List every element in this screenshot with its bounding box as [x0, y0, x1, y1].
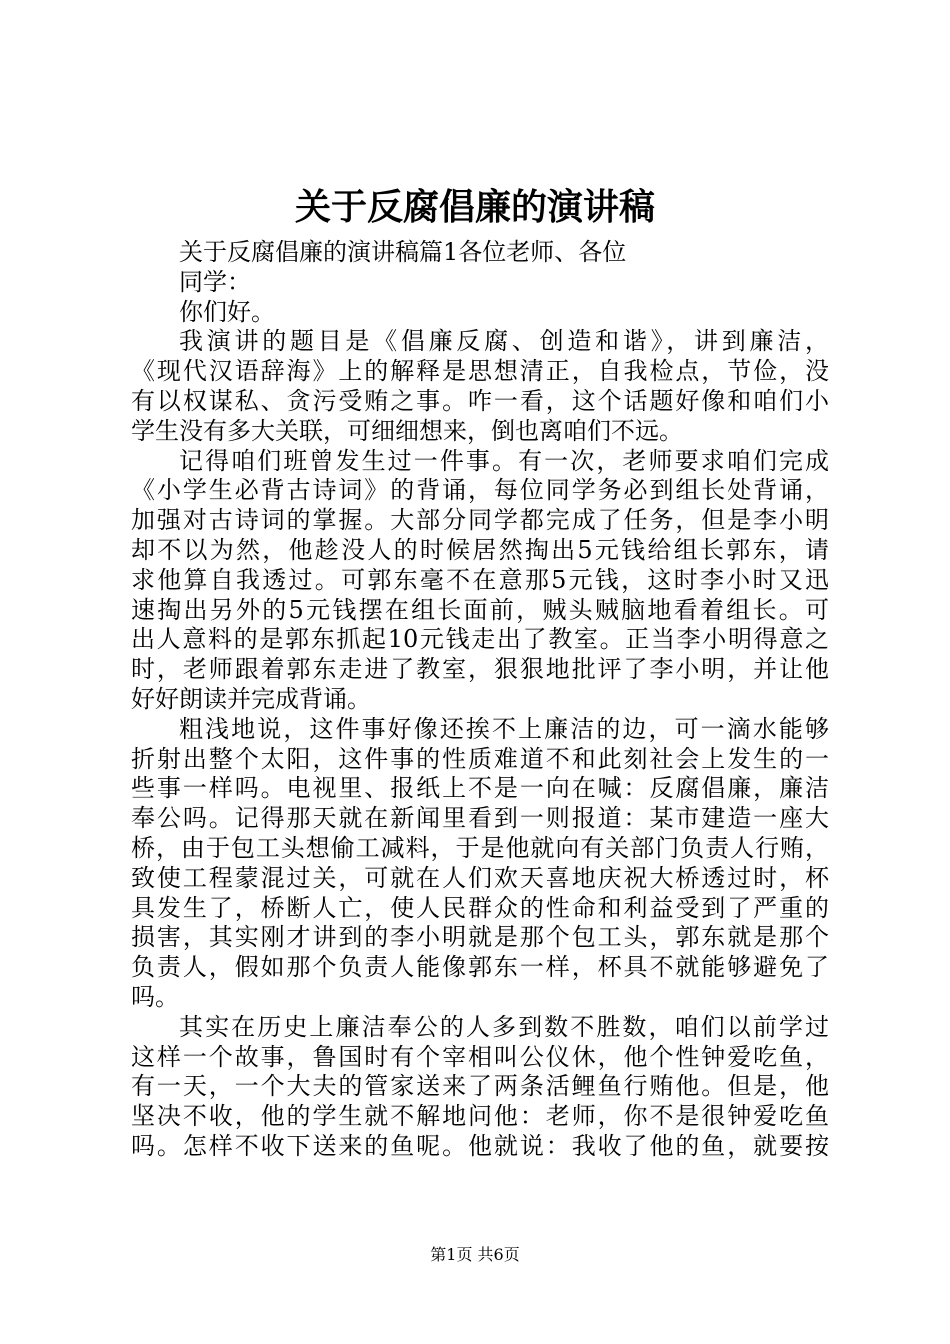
text-line: 求他算自我透过。可郭东毫不在意那5元钱，这时李小时又迅	[131, 565, 829, 594]
text-line: 关于反腐倡廉的演讲稿篇1各位老师、各位	[179, 238, 627, 266]
text-line: 负责人，假如那个负责人能像郭东一样，杯具不就能够避免了	[131, 953, 829, 982]
text-line: 这样一个故事，鲁国时有个宰相叫公仪休，他个性钟爱吃鱼，	[131, 1042, 829, 1071]
text-line: 吗。怎样不收下送来的鱼呢。他就说：我收了他的鱼，就要按	[131, 1131, 829, 1160]
text-line: 却不以为然，他趁没人的时候居然掏出5元钱给组长郭东，请	[131, 535, 829, 564]
text-line: 折射出整个太阳，这件事的性质难道不和此刻社会上发生的一	[131, 744, 829, 773]
text-line: 桥，由于包工头想偷工减料，于是他就向有关部门负责人行贿，	[131, 833, 829, 862]
text-line: 出人意料的是郭东抓起10元钱走出了教室。正当李小明得意之	[131, 625, 829, 654]
text-line: 奉公吗。记得那天就在新闻里看到一则报道：某市建造一座大	[131, 804, 829, 833]
text-line: 《现代汉语辞海》上的解释是思想清正，自我检点，节俭，没	[131, 357, 829, 386]
text-line: 些事一样吗。电视里、报纸上不是一向在喊：反腐倡廉，廉洁	[131, 774, 829, 803]
text-line: 吗。	[131, 982, 179, 1011]
text-line: 其实在历史上廉洁奉公的人多到数不胜数，咱们以前学过	[179, 1012, 829, 1041]
text-line: 时，老师跟着郭东走进了教室，狠狠地批评了李小明，并让他	[131, 655, 829, 684]
text-line: 《小学生必背古诗词》的背诵，每位同学务必到组长处背诵，	[131, 476, 829, 505]
text-line: 同学：	[179, 267, 251, 296]
text-line: 粗浅地说，这件事好像还挨不上廉洁的边，可一滴水能够	[179, 714, 829, 743]
text-line: 学生没有多大关联，可细细想来，倒也离咱们不远。	[131, 416, 683, 445]
page-footer: 第1页 共6页	[430, 1245, 520, 1264]
document-body	[131, 238, 829, 1162]
text-line: 有以权谋私、贪污受贿之事。咋一看，这个话题好像和咱们小	[131, 386, 829, 415]
text-line: 坚决不收，他的学生就不解地问他：老师，你不是很钟爱吃鱼	[131, 1102, 829, 1131]
text-line: 有一天，一个大夫的管家送来了两条活鲤鱼行贿他。但是，他	[131, 1072, 829, 1101]
text-line: 损害，其实刚才讲到的李小明就是那个包工头，郭东就是那个	[131, 923, 829, 952]
text-line: 我演讲的题目是《倡廉反腐、创造和谐》，讲到廉洁，	[179, 327, 829, 356]
text-line: 致使工程蒙混过关，可就在人们欢天喜地庆祝大桥透过时，杯	[131, 863, 829, 892]
text-line: 具发生了，桥断人亡，使人民群众的性命和利益受到了严重的	[131, 893, 829, 922]
text-line: 加强对古诗词的掌握。大部分同学都完成了任务，但是李小明	[131, 506, 829, 535]
text-line: 速掏出另外的5元钱摆在组长面前，贼头贼脑地看着组长。可	[131, 595, 829, 624]
document-title: 关于反腐倡廉的演讲稿	[294, 187, 655, 228]
text-line: 好好朗读并完成背诵。	[131, 684, 371, 713]
text-line: 你们好。	[179, 297, 275, 326]
text-line: 记得咱们班曾发生过一件事。有一次，老师要求咱们完成	[179, 446, 829, 475]
